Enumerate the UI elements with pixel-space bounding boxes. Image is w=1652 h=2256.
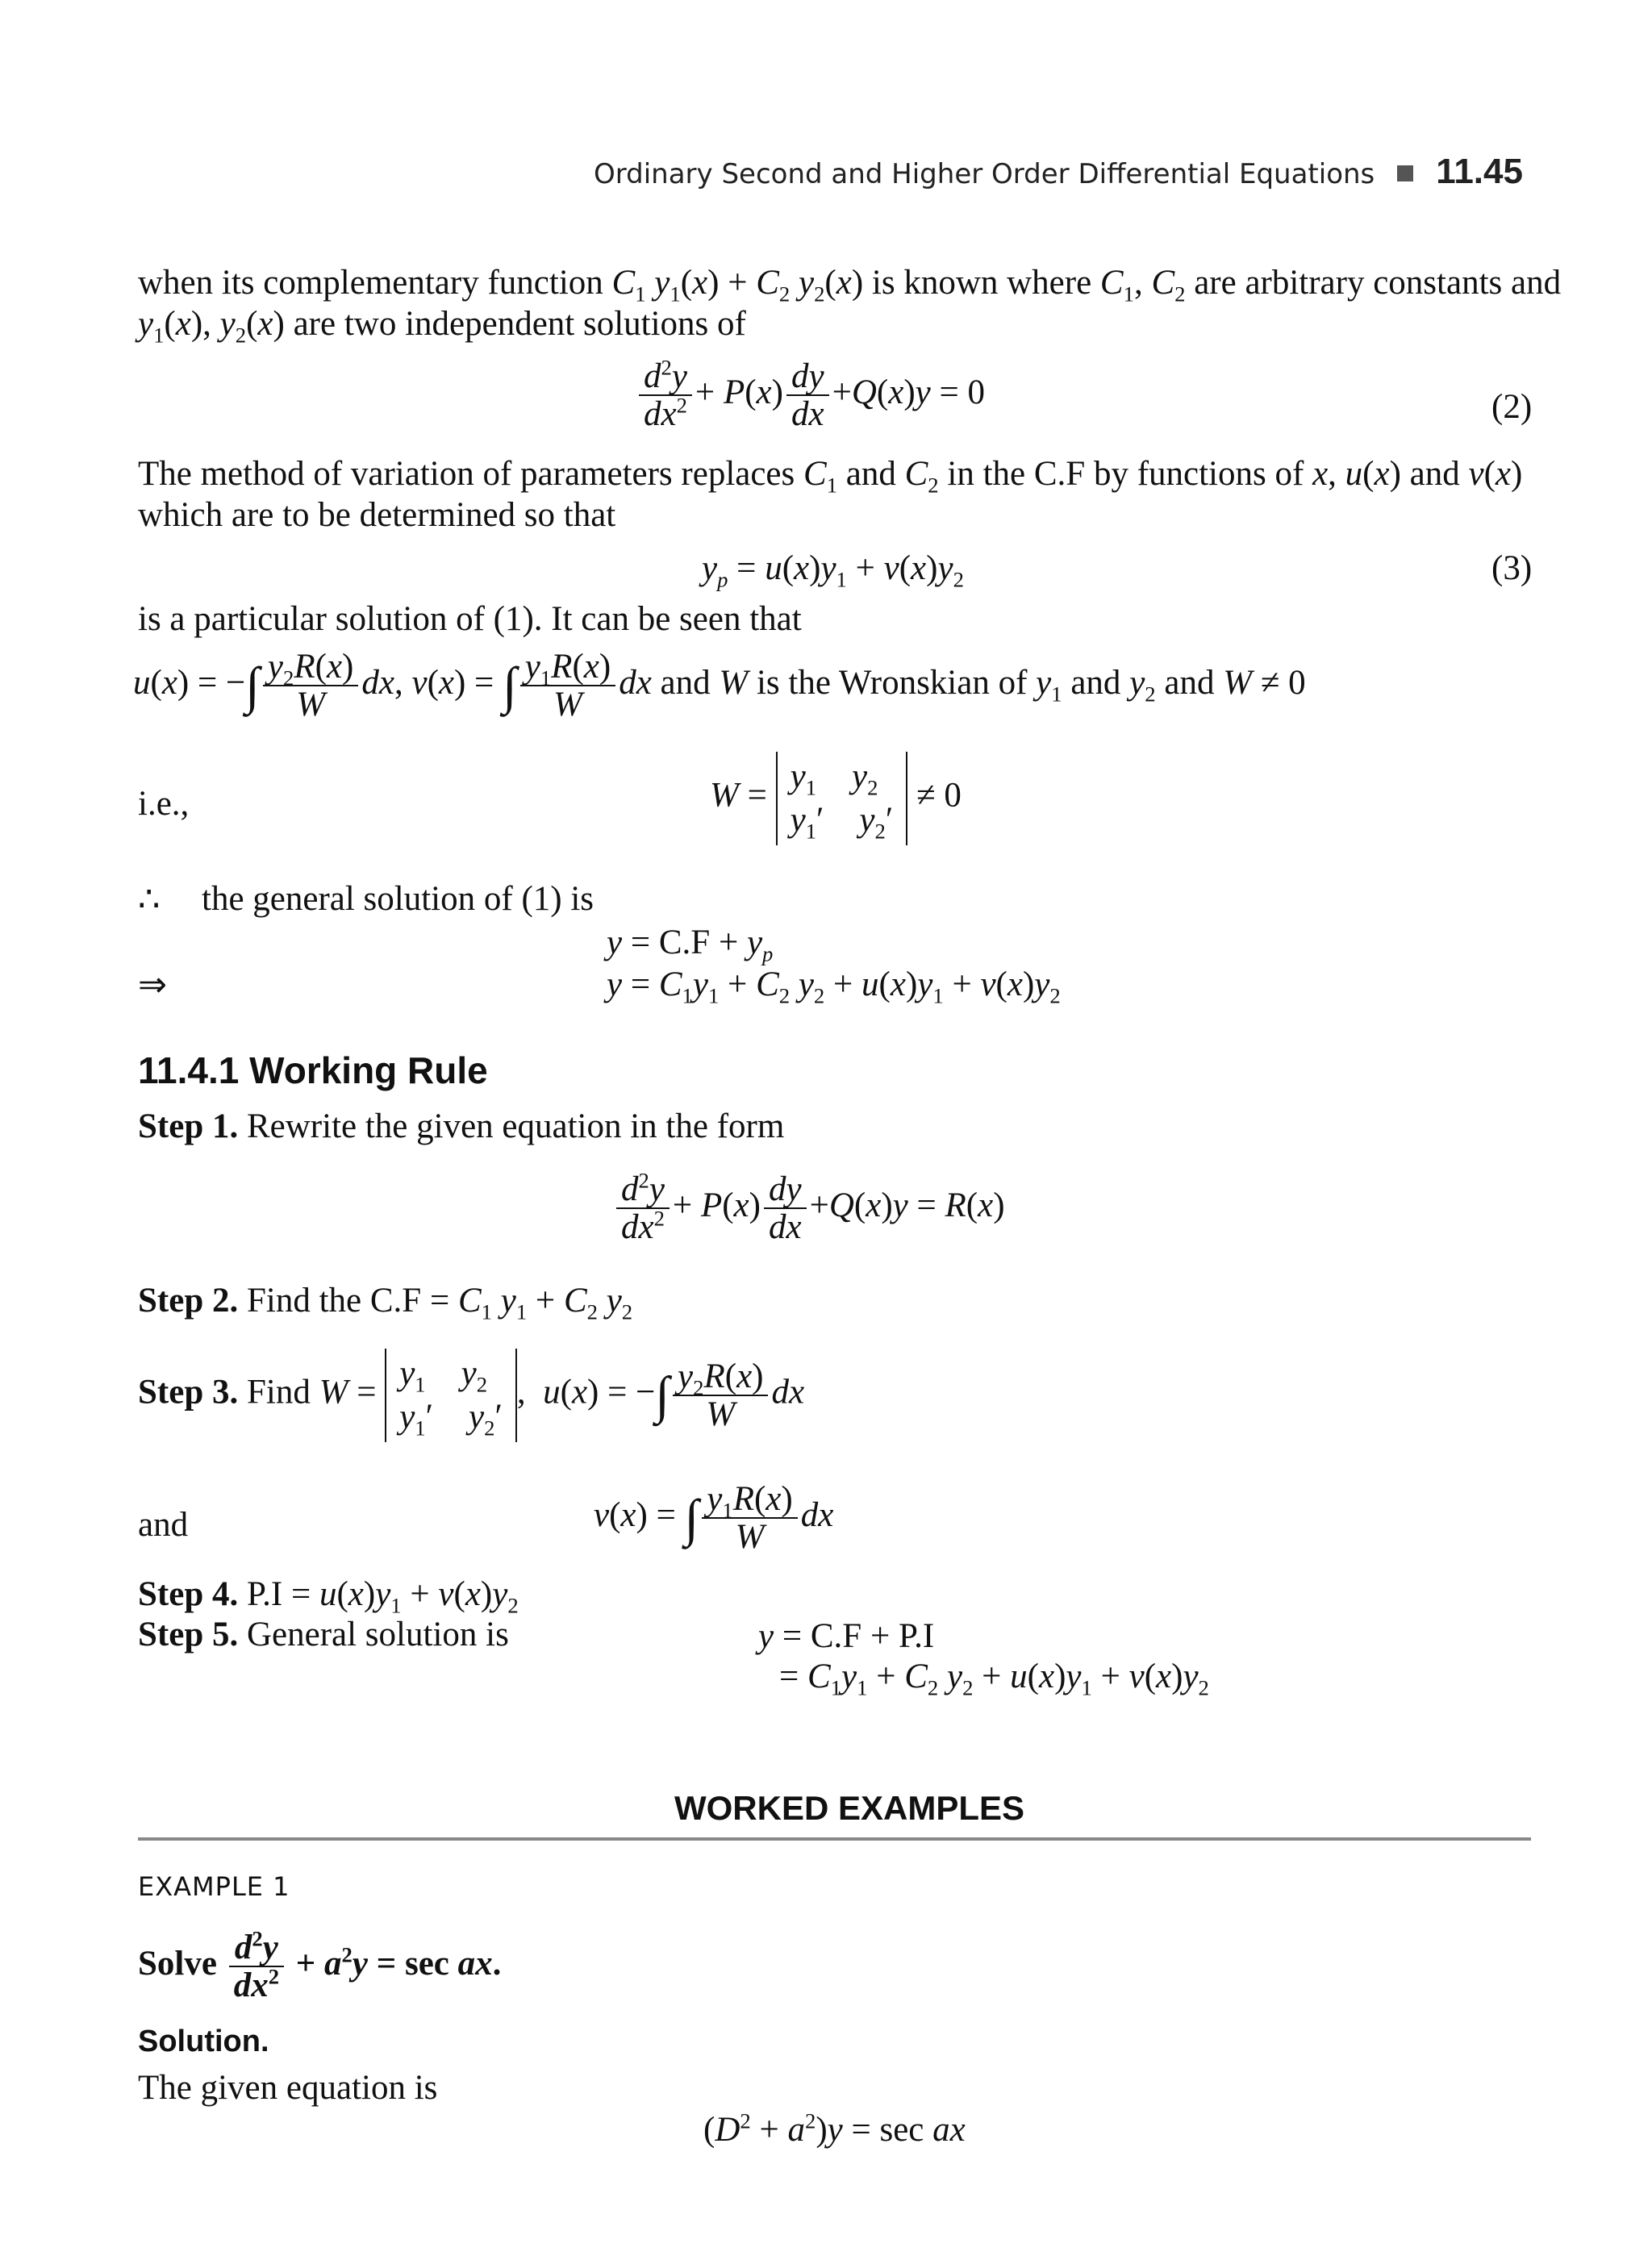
step-5-eq-1: y = C.F + P.I bbox=[758, 1617, 935, 1655]
step-5: Step 5. General solution is bbox=[138, 1616, 509, 1653]
step-3: Step 3. Find W = $y_1$ $y_2$ $y_1'$ $y_2'$ , u(x) = −∫ $\frac{y_2R(x)}{W}$ dx bbox=[138, 1349, 804, 1442]
step-1-equation: $\frac{d^2y}{dx^2}$ + P(x) $\frac{dy}{dx}$ +Q(x)y = R(x) bbox=[613, 1171, 1005, 1245]
example-label: EXAMPLE 1 bbox=[138, 1871, 290, 1902]
running-header bbox=[594, 152, 1523, 192]
general-solution-text: the general solution of (1) is bbox=[202, 880, 594, 918]
wronskian-determinant: W = $y_1$ $y_2$ $y_1'$ $y_2'$ ≠ 0 bbox=[710, 752, 962, 845]
given-text: The given equation is bbox=[138, 2069, 438, 2107]
equation-3-label: (3) bbox=[1491, 549, 1533, 587]
example-problem: Solve $\frac{d^2y}{dx^2}$ + $a^2y = \sec$ ax. bbox=[138, 1926, 502, 2005]
general-solution-eq-1: $y = C.F + y_p$ bbox=[607, 924, 774, 966]
intro-line-1: when its complementary function $C_1$ $y_1(x) + C_2$ $y_2(x)$ is known where $C_1$, $C_2$ are arbitrary constants and bbox=[138, 264, 1562, 306]
page-number: 11.45 bbox=[1436, 152, 1523, 191]
heading-rule bbox=[138, 1837, 1531, 1841]
particular-text: is a particular solution of (1). It can be seen that bbox=[138, 600, 802, 638]
v-formula: v(x) = ∫ $\frac{y_1R(x)}{W}$ dx bbox=[594, 1480, 834, 1557]
and-label: and bbox=[138, 1506, 189, 1544]
intro-line-2: $y_1(x)$, $y_2(x)$ are two independent solutions of bbox=[138, 305, 746, 348]
header-square-icon bbox=[1397, 165, 1413, 181]
worked-examples-heading: WORKED EXAMPLES bbox=[674, 1789, 1025, 1827]
equation-3: $y_p = u(x)y_1 + v(x)y_2$ bbox=[702, 549, 964, 592]
general-solution-eq-2: $y = C_1y_1 + C_2$ $y_2 + u(x)y_1 + v(x)y_2$ bbox=[607, 965, 1061, 1008]
step-1: Step 1. Rewrite the given equation in the form bbox=[138, 1107, 785, 1145]
step-5-eq-2: = $C_1y_1 + C_2$ $y_2 + u(x)y_1 + v(x)y_2$ bbox=[779, 1658, 1209, 1700]
running-title: Ordinary Second and Higher Order Differential Equations bbox=[594, 158, 1375, 190]
implies-symbol: ⇒ bbox=[138, 966, 168, 1004]
ie-label: i.e., bbox=[138, 785, 190, 823]
equation-2: $\frac{d^2y}{dx^2}$ + P(x) $\frac{dy}{dx}$ +Q(x)y = 0 bbox=[636, 358, 985, 432]
solution-label: Solution. bbox=[138, 2025, 269, 2058]
section-title: 11.4.1 Working Rule bbox=[138, 1049, 488, 1091]
method-line-1: The method of variation of parameters replaces $C_1$ and $C_2$ in the C.F by functions of x, u(x) and v(x) bbox=[138, 455, 1523, 498]
given-equation: $(D^2 + a^2)y = \sec$ ax bbox=[703, 2108, 966, 2149]
method-line-2: which are to be determined so that bbox=[138, 496, 616, 534]
therefore-symbol: ∴ bbox=[138, 881, 161, 919]
equation-2-label: (2) bbox=[1491, 388, 1533, 426]
step-2: Step 2. Find the $C.F = C_1$ $y_1 + C_2$ $y_2$ bbox=[138, 1282, 633, 1324]
uv-formulas: u(x) = −∫ $\frac{y_2R(x)}{W}$ dx, v(x) = ∫ $\frac{y_1R(x)}{W}$ dx and W is the Wronskian of $y_1$ and $y_2$ and W ≠ 0 bbox=[133, 648, 1306, 724]
step-4: Step 4. $P.I = u(x)y_1 + v(x)y_2$ bbox=[138, 1575, 519, 1618]
